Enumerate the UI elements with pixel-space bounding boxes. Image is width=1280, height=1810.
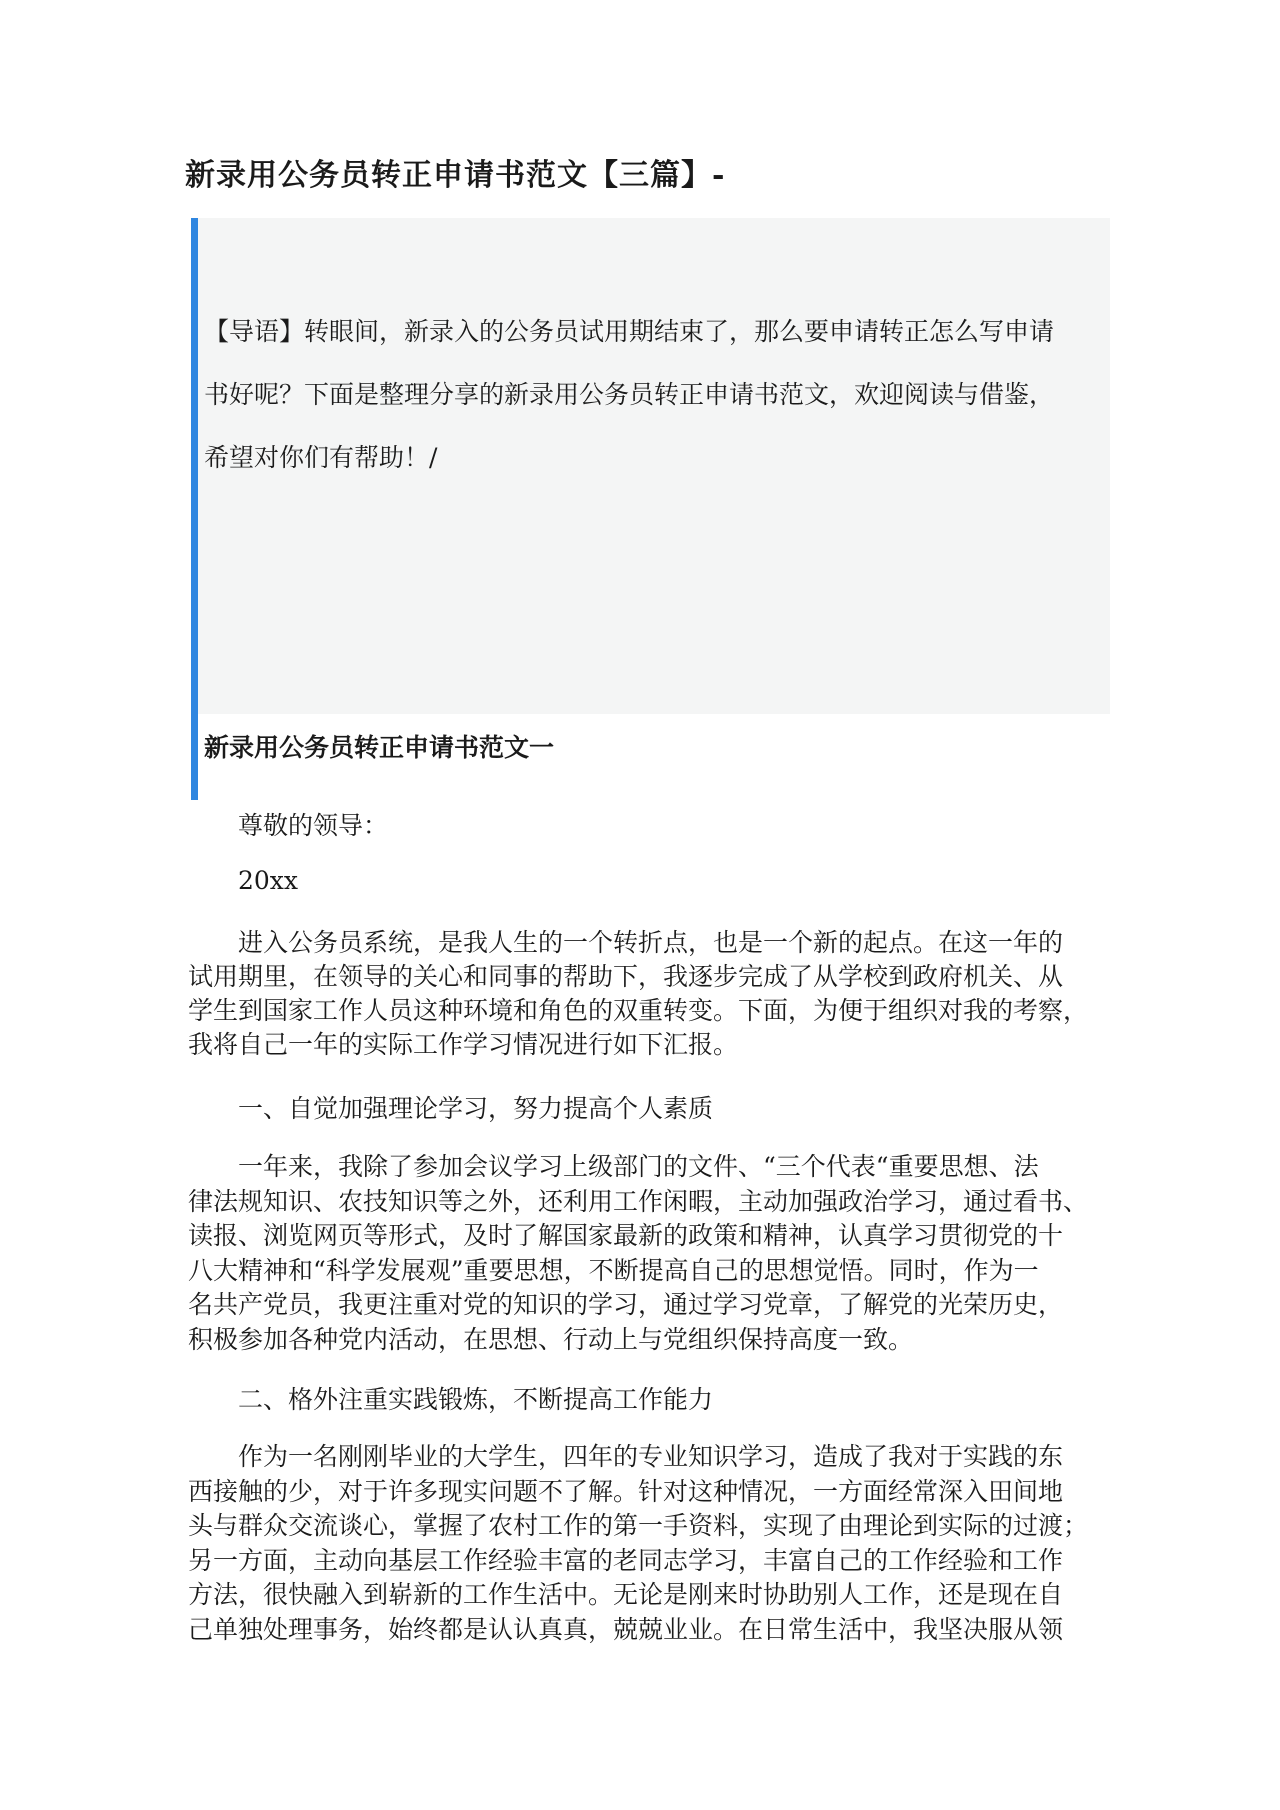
paragraph-line: 八大精神和“科学发展观”重要思想，不断提高自己的思想觉悟。同时，作为一: [188, 1255, 1039, 1285]
paragraph-1: [188, 926, 1128, 1062]
intro-line: 【导语】转眼间，新录入的公务员试用期结束了，那么要申请转正怎么写申请: [204, 317, 1055, 346]
paragraph-3: [188, 1440, 1128, 1647]
paragraph-line: 方法，很快融入到崭新的工作生活中。无论是刚来时协助别人工作，还是现在自: [188, 1580, 1064, 1609]
paragraph-line: 学生到国家工作人员这种环境和角色的双重转变。下面，为便于组织对我的考察，: [188, 996, 1089, 1025]
heading-2: 二、格外注重实践锻炼，不断提高工作能力: [238, 1385, 714, 1414]
intro-text: [204, 300, 1104, 489]
paragraph-2: [188, 1150, 1128, 1357]
document-title: 新录用公务员转正申请书范文【三篇】-: [185, 158, 726, 193]
paragraph-line: 头与群众交流谈心，掌握了农村工作的第一手资料，实现了由理论到实际的过渡；: [188, 1511, 1089, 1540]
paragraph-line: 我将自己一年的实际工作学习情况进行如下汇报。: [188, 1030, 739, 1059]
paragraph-line: 律法规知识、农技知识等之外，还利用工作闲暇，主动加强政治学习，通过看书、: [188, 1186, 1089, 1216]
paragraph-line: 积极参加各种党内活动，在思想、行动上与党组织保持高度一致。: [188, 1324, 914, 1354]
paragraph-line: 试用期里，在领导的关心和同事的帮助下，我逐步完成了从学校到政府机关、从: [188, 962, 1064, 991]
intro-line: 希望对你们有帮助！/: [204, 443, 438, 472]
paragraph-line: 己单独处理事务，始终都是认认真真，兢兢业业。在日常生活中，我坚决服从领: [188, 1614, 1064, 1644]
section-title: 新录用公务员转正申请书范文一: [204, 733, 555, 762]
paragraph-line: 另一方面，主动向基层工作经验丰富的老同志学习，丰富自己的工作经验和工作: [188, 1545, 1064, 1575]
salutation: 尊敬的领导：: [238, 811, 389, 840]
paragraph-line: 名共产党员，我更注重对党的知识的学习，通过学习党章，了解党的光荣历史，: [188, 1290, 1064, 1319]
paragraph-line: 读报、浏览网页等形式，及时了解国家最新的政策和精神，认真学习贯彻党的十: [188, 1221, 1064, 1250]
quote-accent-bar: [191, 218, 198, 800]
paragraph-line: 一年来，我除了参加会议学习上级部门的文件、“三个代表“重要思想、法: [238, 1152, 1039, 1181]
year-text: 20xx: [238, 866, 299, 895]
heading-1: 一、自觉加强理论学习，努力提高个人素质: [238, 1094, 714, 1123]
intro-line: 书好呢？下面是整理分享的新录用公务员转正申请书范文，欢迎阅读与借鉴，: [204, 380, 1055, 409]
paragraph-line: 西接触的少，对于许多现实问题不了解。针对这种情况，一方面经常深入田间地: [188, 1476, 1064, 1506]
paragraph-line: 进入公务员系统，是我人生的一个转折点，也是一个新的起点。在这一年的: [238, 928, 1064, 957]
paragraph-line: 作为一名刚刚毕业的大学生，四年的专业知识学习，造成了我对于实践的东: [238, 1442, 1064, 1471]
